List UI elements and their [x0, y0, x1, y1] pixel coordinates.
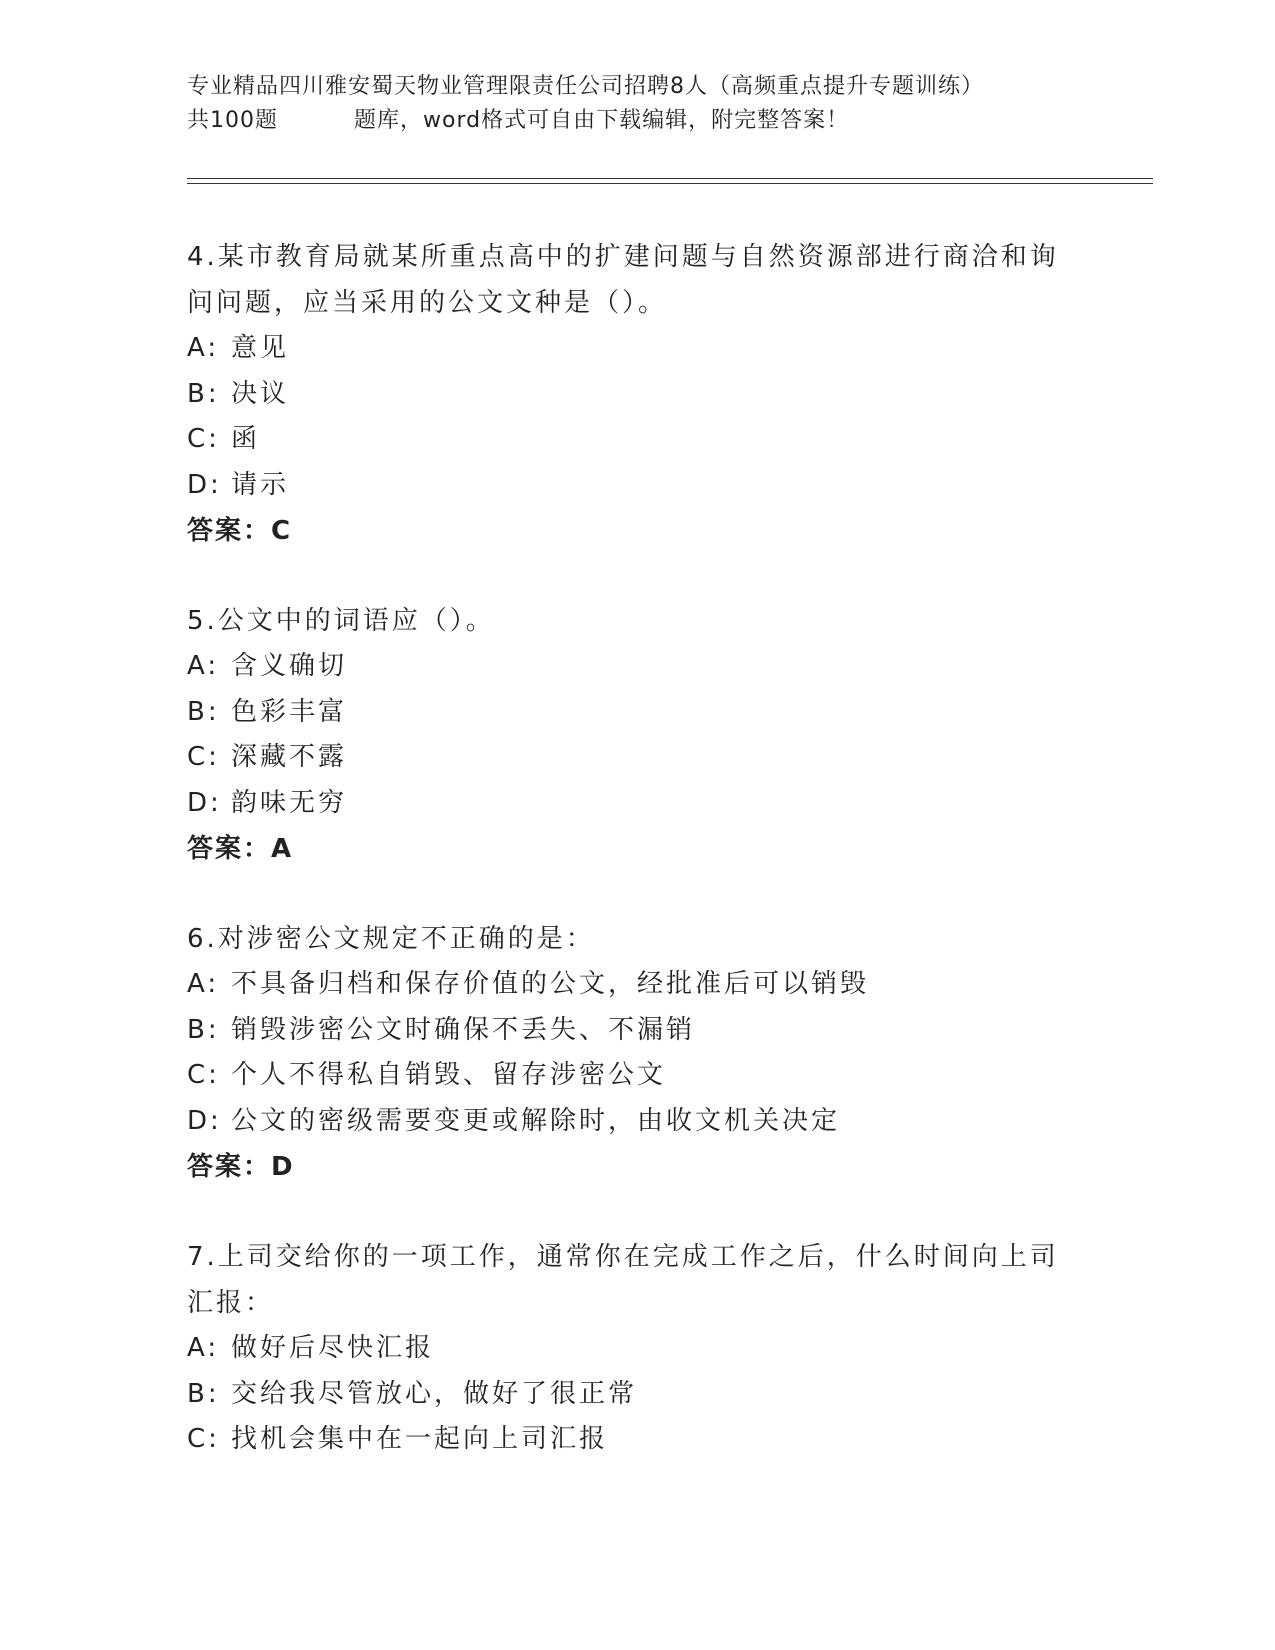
option-letter: D:	[187, 787, 222, 818]
option-letter: B:	[187, 1378, 220, 1409]
option-letter: B:	[187, 696, 220, 727]
option-text: 个人不得私自销毁、留存涉密公文	[231, 1060, 667, 1090]
document-subtitle	[187, 104, 1087, 138]
option-b	[187, 1008, 1087, 1054]
option-text: 做好后尽快汇报	[231, 1333, 435, 1363]
answer-label: 答案：C	[187, 516, 293, 546]
document-title: 专业精品四川雅安蜀天物业管理限责任公司招聘8人（高频重点提升专题训练）	[187, 74, 984, 99]
answer-label: 答案：A	[187, 834, 294, 864]
option-b	[187, 690, 1087, 736]
option-d	[187, 781, 1087, 827]
option-a	[187, 326, 1087, 372]
option-letter: A:	[187, 969, 220, 999]
question-item	[187, 598, 1087, 872]
option-letter: B:	[187, 1014, 220, 1045]
option-a	[187, 1326, 1087, 1372]
question-item	[187, 916, 1087, 1190]
option-letter: C:	[187, 1424, 220, 1454]
option-letter: C:	[187, 742, 220, 772]
option-text: 韵味无穷	[231, 787, 348, 818]
option-d	[187, 463, 1087, 509]
header-divider-bottom	[187, 183, 1153, 184]
option-b	[187, 372, 1087, 418]
option-a	[187, 962, 1087, 1008]
option-letter: A:	[187, 1333, 220, 1363]
option-d	[187, 1099, 1087, 1145]
question-text: 7.上司交给你的一项工作，通常你在完成工作之后，什么时间向上司汇报：	[187, 1242, 1059, 1318]
document-header	[187, 70, 1087, 138]
subtitle-text: 题库，word格式可自由下载编辑，附完整答案！	[354, 108, 850, 133]
question-list	[187, 234, 1087, 1507]
question-item	[187, 234, 1087, 554]
option-text: 意见	[231, 333, 290, 363]
question-text: 5.公文中的词语应（）。	[187, 606, 495, 636]
option-letter: C:	[187, 424, 220, 454]
question-text: 4.某市教育局就某所重点高中的扩建问题与自然资源部进行商洽和询问问题，应当采用的公文文种是（）。	[187, 242, 1059, 318]
option-text: 不具备归档和保存价值的公文，经批准后可以销毁	[231, 969, 870, 999]
option-letter: D:	[187, 1105, 222, 1136]
option-letter: A:	[187, 651, 220, 681]
option-letter: D:	[187, 469, 222, 500]
header-divider-top	[187, 178, 1153, 179]
option-a	[187, 644, 1087, 690]
option-c	[187, 417, 1087, 463]
option-b	[187, 1372, 1087, 1418]
option-text: 请示	[231, 469, 290, 500]
option-text: 公文的密级需要变更或解除时，由收文机关决定	[231, 1105, 841, 1136]
question-text: 6.对涉密公文规定不正确的是：	[187, 924, 595, 954]
option-c	[187, 1053, 1087, 1099]
option-text: 销毁涉密公文时确保不丢失、不漏销	[231, 1014, 696, 1045]
question-item	[187, 1234, 1087, 1463]
option-text: 深藏不露	[231, 742, 348, 772]
option-letter: B:	[187, 378, 220, 409]
option-text: 含义确切	[231, 651, 348, 681]
option-text: 交给我尽管放心，做好了很正常	[231, 1378, 638, 1409]
option-letter: A:	[187, 333, 220, 363]
option-text: 函	[231, 424, 261, 454]
question-count: 共100题	[187, 108, 278, 133]
option-c	[187, 735, 1087, 781]
option-c	[187, 1417, 1087, 1463]
option-letter: C:	[187, 1060, 220, 1090]
option-text: 找机会集中在一起向上司汇报	[231, 1424, 609, 1454]
option-text: 色彩丰富	[231, 696, 348, 727]
option-text: 决议	[231, 378, 290, 409]
answer-label: 答案：D	[187, 1152, 295, 1182]
